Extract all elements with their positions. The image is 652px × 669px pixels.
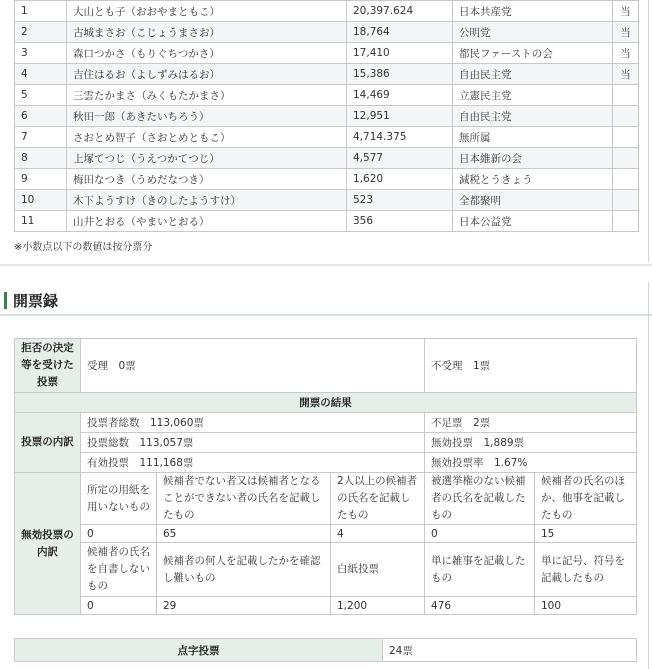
candidate-party: 減税とうきょう [453, 169, 613, 190]
invalid-reason-label: 候補者の氏名のほか、他事を記載したもの [535, 473, 637, 525]
rejection-accepted: 受理 0票 [81, 339, 425, 393]
candidate-votes: 4,714.375 [347, 127, 453, 148]
panel-border [648, 0, 649, 262]
invalid-rate: 無効投票率 1.67% [425, 453, 637, 473]
invalid-reason-value: 0 [81, 525, 157, 543]
candidate-name: 梅田なつき（うめだなつき） [67, 169, 347, 190]
invalid-reason-value: 65 [157, 525, 331, 543]
candidate-votes: 14,469 [347, 85, 453, 106]
candidate-name: 上塚てつじ（うえつかてつじ） [67, 148, 347, 169]
elected-mark [613, 211, 639, 232]
invalid-reason-label: 候補者の氏名を自書しないもの [81, 543, 157, 597]
candidate-row [15, 106, 639, 127]
candidate-party: 自由民主党 [453, 64, 613, 85]
section-title: 開票録 [13, 292, 59, 310]
candidate-votes: 12,951 [347, 106, 453, 127]
candidate-row [15, 85, 639, 106]
candidate-party: 日本公益党 [453, 211, 613, 232]
invalid-votes: 無効投票 1,889票 [425, 433, 637, 453]
candidate-name: 森口つかさ（もりぐちつかさ） [67, 43, 347, 64]
rejection-label: 拒否の決定等を受けた投票 [15, 339, 81, 393]
shortage-ballots: 不足票 2票 [425, 413, 637, 433]
invalid-reason-label: 単に記号、符号を記載したもの [535, 543, 637, 597]
candidate-votes: 17,410 [347, 43, 453, 64]
candidate-number: 1 [15, 1, 67, 22]
candidate-party: 無所属 [453, 127, 613, 148]
candidate-name: 木下ようすけ（きのしたようすけ） [67, 190, 347, 211]
candidate-name: 古城まさお（こじょうまさお） [67, 22, 347, 43]
panel-border [648, 282, 649, 669]
votes-total: 投票総数 113,057票 [81, 433, 425, 453]
footnote: ※小数点以下の数値は按分票分 [14, 242, 153, 253]
candidate-party: 都民ファーストの会 [453, 43, 613, 64]
invalid-reason-value: 476 [425, 597, 535, 615]
candidate-party: 立憲民主党 [453, 85, 613, 106]
candidate-name: さおとめ智子（さおとめともこ） [67, 127, 347, 148]
candidate-number: 2 [15, 22, 67, 43]
candidate-party: 日本共産党 [453, 1, 613, 22]
elected-mark: 当 [613, 64, 639, 85]
rejection-not-accepted: 不受理 1票 [425, 339, 637, 393]
candidate-row [15, 211, 639, 232]
candidate-number: 5 [15, 85, 67, 106]
elected-mark [613, 127, 639, 148]
elected-mark [613, 190, 639, 211]
invalid-reason-value: 29 [157, 597, 331, 615]
invalid-reason-value: 15 [535, 525, 637, 543]
invalid-reason-label: 単に雑事を記載したもの [425, 543, 535, 597]
candidate-party: 全都聚明 [453, 190, 613, 211]
candidate-party: 日本維新の会 [453, 148, 613, 169]
candidate-votes: 356 [347, 211, 453, 232]
valid-votes: 有効投票 111,168票 [81, 453, 425, 473]
candidate-party: 公明党 [453, 22, 613, 43]
braille-vote-table [14, 638, 637, 662]
candidate-row [15, 148, 639, 169]
invalid-breakdown-label: 無効投票の内訳 [15, 473, 81, 615]
braille-label: 点字投票 [15, 639, 383, 662]
candidate-votes: 15,386 [347, 64, 453, 85]
candidate-name: 山井とおる（やまいとおる） [67, 211, 347, 232]
candidate-name: 吉住はるお（よしずみはるお） [67, 64, 347, 85]
voters-total: 投票者総数 113,060票 [81, 413, 425, 433]
candidate-party: 自由民主党 [453, 106, 613, 127]
elected-mark [613, 148, 639, 169]
invalid-reason-label: 被選挙権のない候補者の氏名を記載したもの [425, 473, 535, 525]
candidate-number: 3 [15, 43, 67, 64]
candidate-name: 三雲たかまさ（みくもたかまさ） [67, 85, 347, 106]
candidate-votes: 523 [347, 190, 453, 211]
candidate-number: 7 [15, 127, 67, 148]
candidate-table-body [15, 1, 639, 232]
candidate-row [15, 64, 639, 85]
invalid-reason-value: 1,200 [331, 597, 425, 615]
candidate-number: 10 [15, 190, 67, 211]
invalid-reason-value: 0 [81, 597, 157, 615]
candidate-name: 秋田一郎（あきたいちろう） [67, 106, 347, 127]
ballot-label: 投票の内訳 [15, 413, 81, 473]
candidate-votes: 1,620 [347, 169, 453, 190]
invalid-reason-value: 0 [425, 525, 535, 543]
elected-mark: 当 [613, 22, 639, 43]
candidate-number: 6 [15, 106, 67, 127]
invalid-reason-label: 所定の用紙を用いないもの [81, 473, 157, 525]
vote-count-table [14, 338, 637, 615]
candidate-number: 9 [15, 169, 67, 190]
candidate-votes: 18,764 [347, 22, 453, 43]
candidate-row [15, 127, 639, 148]
invalid-reason-value: 100 [535, 597, 637, 615]
results-header: 開票の結果 [15, 393, 637, 413]
candidate-votes: 20,397.624 [347, 1, 453, 22]
candidate-row [15, 169, 639, 190]
candidate-table [14, 0, 639, 232]
braille-value: 24票 [383, 639, 637, 662]
candidate-votes: 4,577 [347, 148, 453, 169]
candidate-name: 大山とも子（おおやまともこ） [67, 1, 347, 22]
section-divider [0, 264, 652, 266]
invalid-reason-label: 2人以上の候補者の氏名を記載したもの [331, 473, 425, 525]
elected-mark [613, 85, 639, 106]
candidate-row [15, 1, 639, 22]
invalid-reason-value: 4 [331, 525, 425, 543]
candidate-number: 4 [15, 64, 67, 85]
candidate-number: 11 [15, 211, 67, 232]
elected-mark: 当 [613, 1, 639, 22]
candidate-row [15, 190, 639, 211]
candidate-results-panel [0, 0, 652, 262]
elected-mark: 当 [613, 43, 639, 64]
candidate-row [15, 43, 639, 64]
elected-mark [613, 169, 639, 190]
invalid-reason-label: 候補者の何人を記載したかを確認し難いもの [157, 543, 331, 597]
candidate-row [15, 22, 639, 43]
invalid-reason-label: 候補者でない者又は候補者となることができない者の氏名を記載したもの [157, 473, 331, 525]
candidate-number: 8 [15, 148, 67, 169]
heading-accent-bar [4, 292, 7, 309]
section-heading [0, 282, 652, 316]
elected-mark [613, 106, 639, 127]
invalid-reason-label: 白紙投票 [331, 543, 425, 597]
